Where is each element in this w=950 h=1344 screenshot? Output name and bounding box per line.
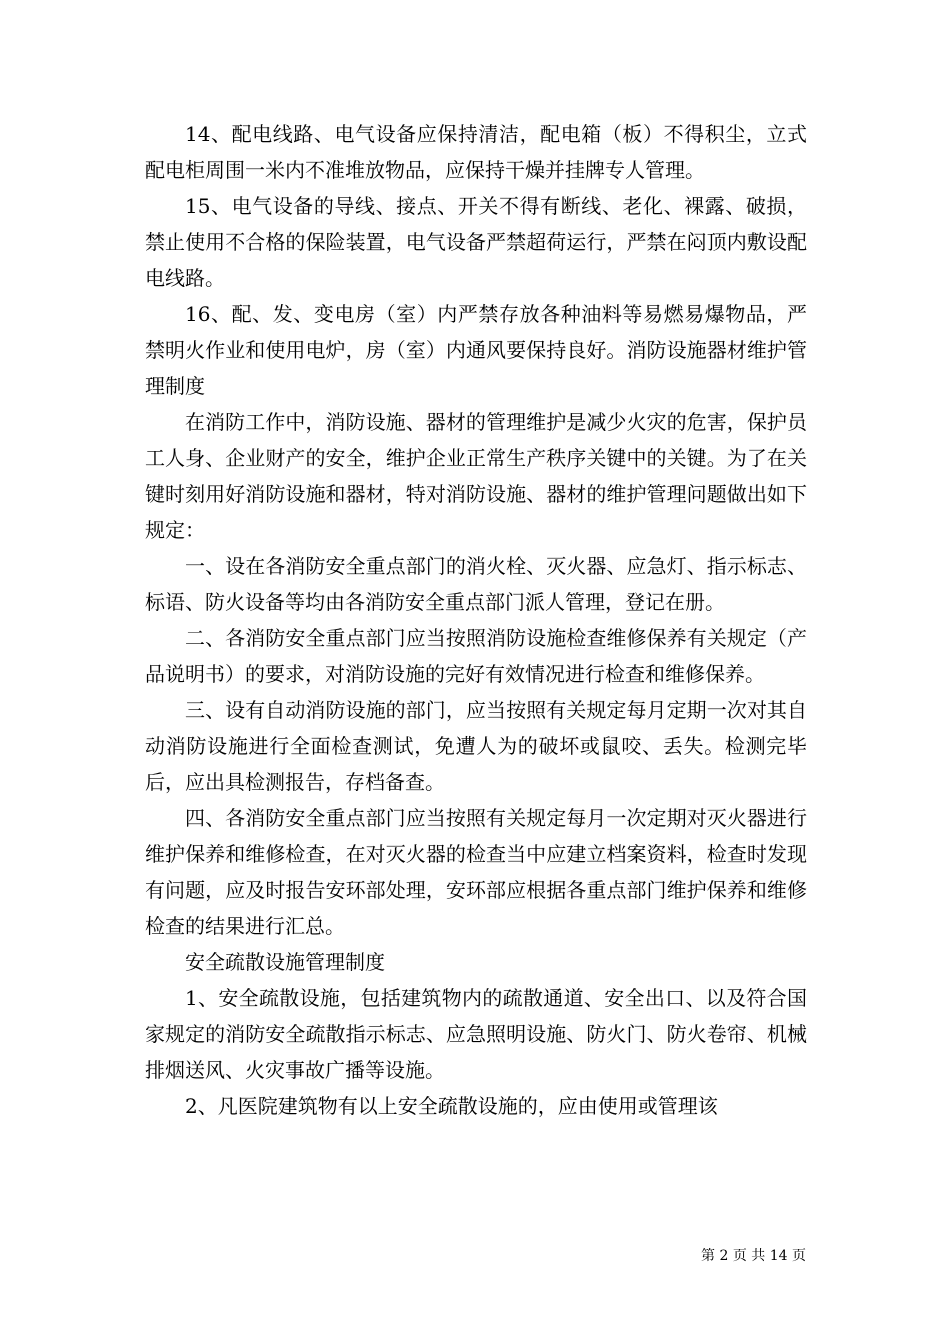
page-number-footer: 第 2 页 共 14 页 <box>701 1248 806 1264</box>
paragraph-evacuation-one: 1、安全疏散设施，包括建筑物内的疏散通道、安全出口、以及符合国家规定的消防安全疏散指示标志、应急照明设施、防火门、防火卷帘、机械排烟送风、火灾事故广播等设施。 <box>145 986 807 1082</box>
paragraph-rule-three: 三、设有自动消防设施的部门，应当按照有关规定每月定期一次对其自动消防设施进行全面检查测试，免遭人为的破坏或鼠咬、丢失。检测完毕后，应出具检测报告，存档备查。 <box>145 698 807 794</box>
paragraph-maintenance-intro: 在消防工作中，消防设施、器材的管理维护是减少火灾的危害，保护员工人身、企业财产的安全，维护企业正常生产秩序关键中的关键。为了在关键时刻用好消防设施和器材，特对消防设施、器材的维护管理问题做出如下规定： <box>145 410 807 542</box>
paragraph-15-wiring: 15、电气设备的导线、接点、开关不得有断线、老化、裸露、破损，禁止使用不合格的保险装置，电气设备严禁超荷运行，严禁在闷顶内敷设配电线路。 <box>145 194 807 290</box>
paragraph-16-substation: 16、配、发、变电房（室）内严禁存放各种油料等易燃易爆物品，严禁明火作业和使用电炉，房（室）内通风要保持良好。消防设施器材维护管理制度 <box>145 302 807 398</box>
paragraph-rule-one: 一、设在各消防安全重点部门的消火栓、灭火器、应急灯、指示标志、标语、防火设备等均由各消防安全重点部门派人管理，登记在册。 <box>145 554 807 614</box>
paragraph-rule-four: 四、各消防安全重点部门应当按照有关规定每月一次定期对灭火器进行维护保养和维修检查，在对灭火器的检查当中应建立档案资料，检查时发现有问题，应及时报告安环部处理，安环部应根据各重点部门维护保养和维修检查的结果进行汇总。 <box>145 806 807 938</box>
paragraph-14-power-lines: 14、配电线路、电气设备应保持清洁，配电箱（板）不得积尘，立式配电柜周围一米内不准堆放物品，应保持干燥并挂牌专人管理。 <box>145 122 807 182</box>
section-heading-evacuation: 安全疏散设施管理制度 <box>185 950 385 974</box>
document-body <box>145 116 807 1124</box>
paragraph-rule-two: 二、各消防安全重点部门应当按照消防设施检查维修保养有关规定（产品说明书）的要求，对消防设施的完好有效情况进行检查和维修保养。 <box>145 626 807 686</box>
paragraph-evacuation-two: 2、凡医院建筑物有以上安全疏散设施的，应由使用或管理该 <box>185 1094 718 1118</box>
